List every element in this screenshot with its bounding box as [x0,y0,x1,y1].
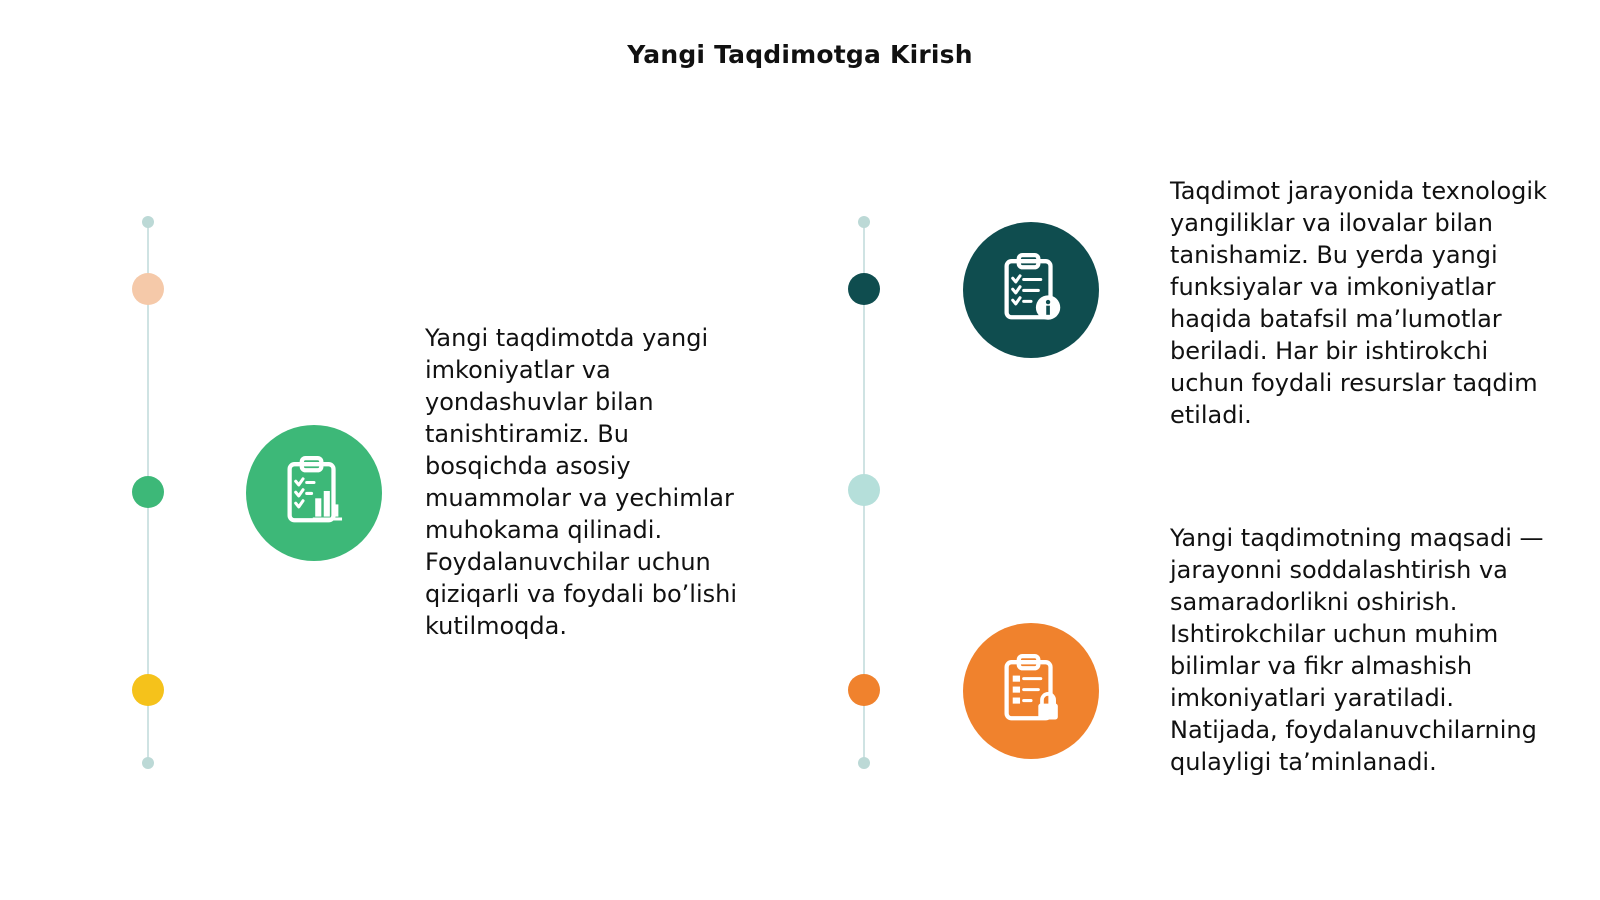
right-timeline-orange-dot [848,674,880,706]
page-title: Yangi Taqdimotga Kirish [627,40,973,69]
right-timeline-dark-teal-dot [848,273,880,305]
left-badge [246,425,382,561]
clipboard-lock-icon [992,650,1070,732]
right-bottom-badge [963,623,1099,759]
right-bottom-description: Yangi taqdimotning maqsadi — jarayonni soddalashtirish va samaradorlikni oshirish. Ishtirokchilar uchun muhim bilimlar va fikr almashish imkoniyatlari yaratiladi. Natijada, foydalanuvchilarning qulayligi ta’minlanadi. [1170,524,1544,776]
left-timeline-peach-dot [132,273,164,305]
left-description: Yangi taqdimotda yangi imkoniyatlar va yondashuvlar bilan tanishtiramiz. Bu bosqichda asosiy muammolar va yechimlar muhokama qilinadi. Foydalanuvchilar uchun qiziqarli va foydali bo’lishi kutilmoqda. [425,324,737,640]
left-timeline-yellow-dot [132,674,164,706]
left-timeline-green-dot [132,476,164,508]
right-top-badge [963,222,1099,358]
clipboard-info-icon [992,249,1070,331]
right-timeline-bottom-cap [858,757,870,769]
left-timeline-bottom-cap [142,757,154,769]
right-top-description: Taqdimot jarayonida texnologik yangiliklar va ilovalar bilan tanishamiz. Bu yerda yangi funksiyalar va imkoniyatlar haqida batafsil ma’lumotlar beriladi. Har bir ishtirokchi uchun foydali resurslar taqdim etiladi. [1170,177,1547,429]
right-timeline-light-teal-dot [848,474,880,506]
clipboard-chart-icon [275,452,353,534]
right-timeline-top-cap [858,216,870,228]
left-timeline-top-cap [142,216,154,228]
